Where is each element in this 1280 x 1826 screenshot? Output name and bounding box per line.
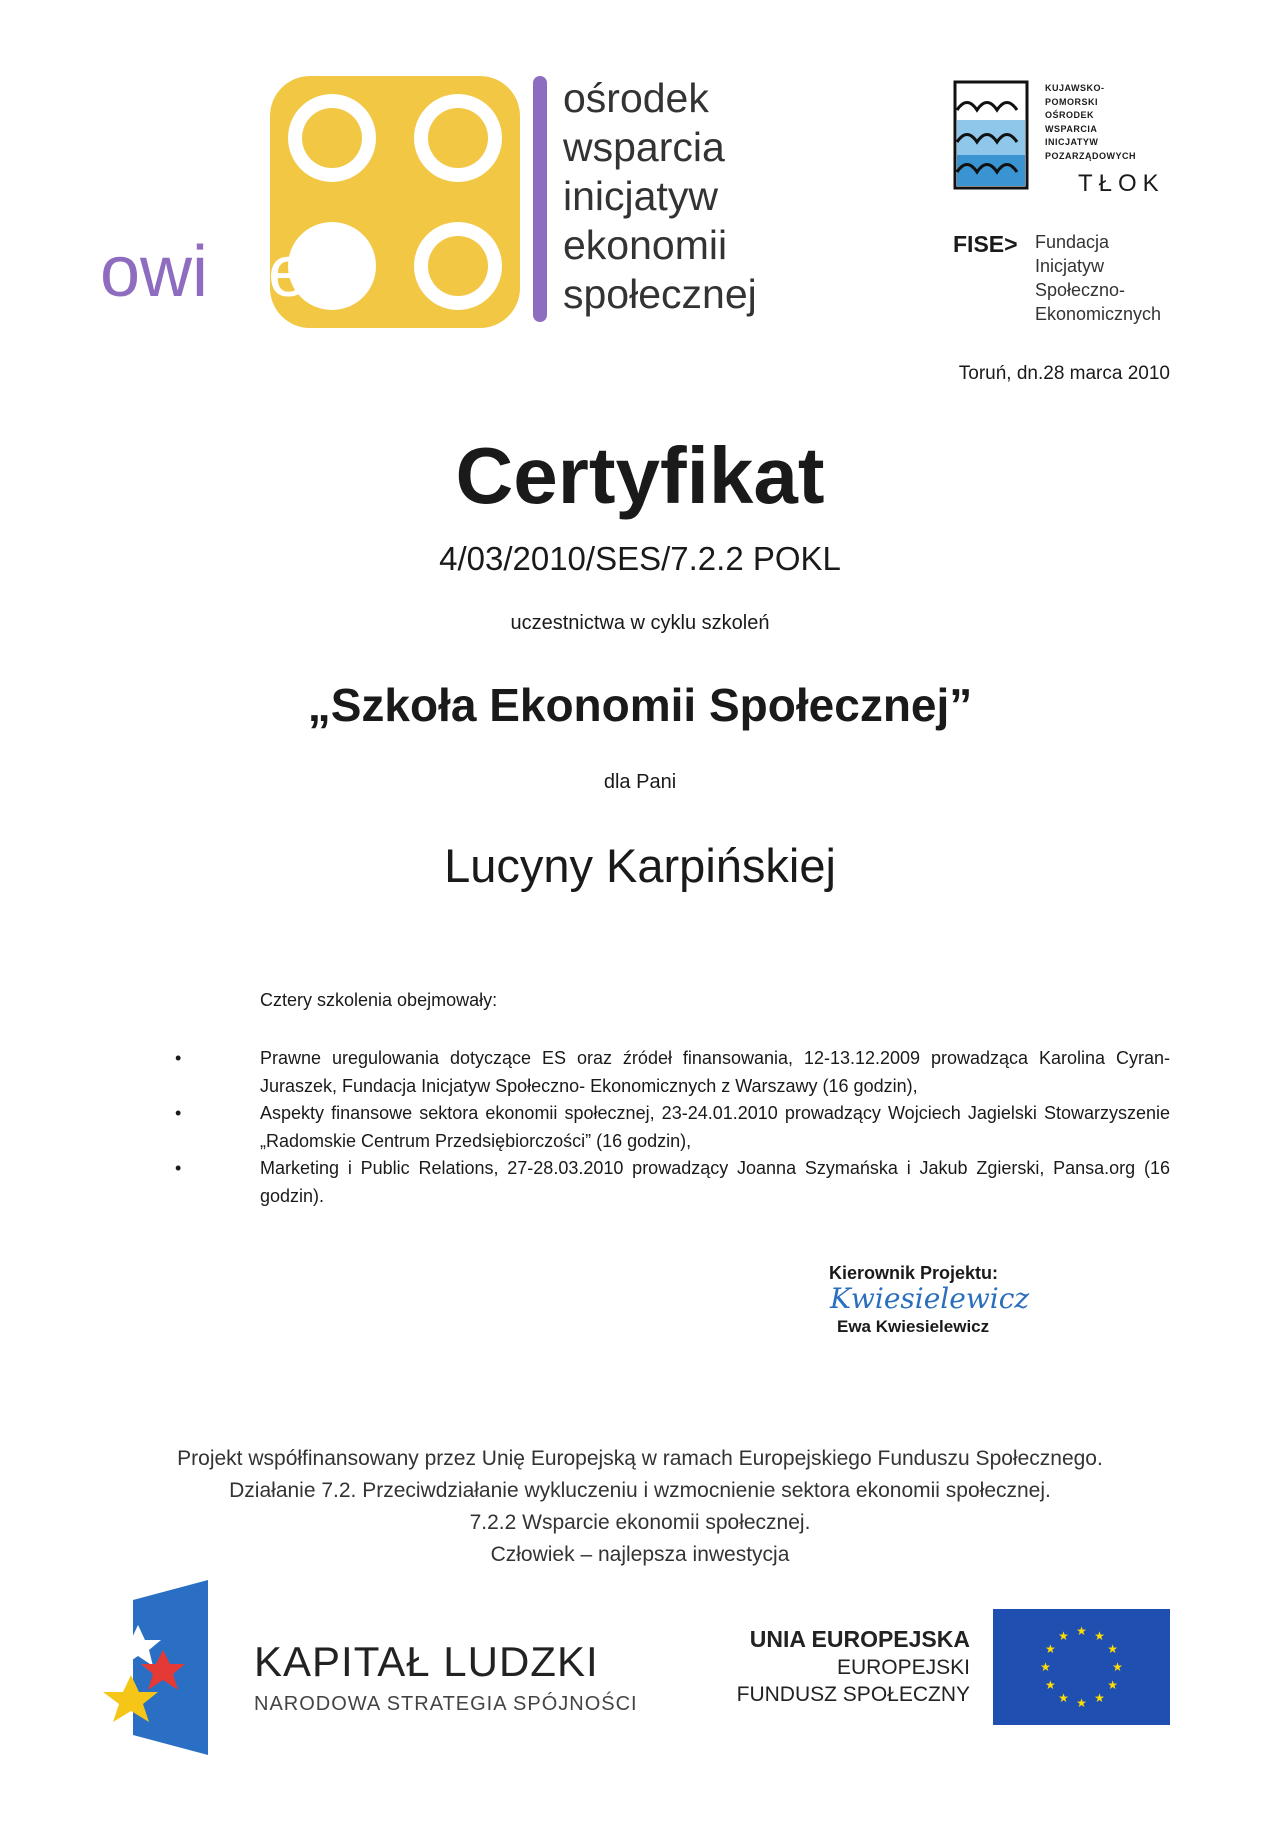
footer-funding — [0, 1443, 1280, 1571]
owies-logo — [100, 76, 520, 328]
eu-star-icon: ★ — [1058, 1691, 1069, 1706]
bullet: • — [175, 1158, 182, 1178]
tlok-line: POMORSKI — [1045, 96, 1099, 107]
issue-date: Toruń, dn.28 marca 2010 — [958, 363, 1170, 384]
tlok-full-name — [1045, 82, 1136, 163]
bullet: • — [175, 1048, 182, 1068]
fise-line: Fundacja — [1035, 232, 1110, 252]
eu-star-icon: ★ — [1044, 1642, 1056, 1656]
certificate-title: Certyfikat — [455, 431, 825, 520]
course-name: „Szkoła Ekonomii Społecznej” — [307, 679, 973, 731]
tlok-line: OŚRODEK — [1045, 110, 1095, 120]
svg-text:owi: owi — [100, 232, 209, 312]
kapital-ludzki-subtitle: NARODOWA STRATEGIA SPÓJNOŚCI — [254, 1693, 638, 1715]
training-text: Aspekty finansowe sektora ekonomii społecznej, 23-24.01.2010 prowadzący Wojciech Jagielski Stowarzyszenie „Radomskie Centrum Przedsiębiorczości” (16 godzin), — [260, 1103, 1170, 1151]
trainings-list — [175, 1045, 1170, 1210]
owies-name — [563, 74, 757, 319]
eu-star-icon: ★ — [1094, 1628, 1105, 1643]
eu-star-icon: ★ — [1040, 1660, 1051, 1674]
tlok-line: POZARZĄDOWYCH — [1045, 150, 1136, 161]
eu-fund-line: FUNDUSZ SPOŁECZNY — [736, 1683, 970, 1706]
list-item — [175, 1045, 1170, 1100]
signature-label: Kierownik Projektu: — [829, 1263, 999, 1283]
eu-star-icon: ★ — [1107, 1642, 1119, 1656]
eu-star-icon: ★ — [1094, 1691, 1105, 1706]
owies-line: społecznej — [563, 271, 757, 317]
eu-star-icon: ★ — [1044, 1678, 1056, 1692]
owies-line: wsparcia — [563, 124, 725, 170]
eu-title: UNIA EUROPEJSKA — [749, 1626, 970, 1652]
eu-star-icon: ★ — [1076, 1624, 1087, 1638]
eu-star-icon: ★ — [1107, 1678, 1119, 1692]
owies-line: ośrodek — [563, 75, 709, 121]
list-item — [175, 1155, 1170, 1210]
signatory-name: Ewa Kwiesielewicz — [837, 1317, 990, 1336]
recipient-name: Lucyny Karpińskiej — [444, 839, 836, 892]
eu-fund-line: EUROPEJSKI — [836, 1656, 970, 1679]
certificate-number: 4/03/2010/SES/7.2.2 POKL — [439, 540, 841, 577]
tlok-name: TŁOK — [1078, 170, 1165, 197]
eu-star-icon: ★ — [1112, 1660, 1123, 1674]
footer-line: Projekt współfinansowany przez Unię Europejską w ramach Europejskiego Funduszu Społecznego. — [177, 1447, 1103, 1470]
list-item — [175, 1100, 1170, 1155]
training-text: Marketing i Public Relations, 27-28.03.2010 prowadzący Joanna Szymańska i Jakub Zgierski, Pansa.org (16 godzin). — [260, 1158, 1170, 1206]
svg-text:es: es — [268, 232, 345, 312]
footer-line: 7.2.2 Wsparcie ekonomii społecznej. — [469, 1511, 811, 1534]
fise-logo: FISE> — [953, 231, 1018, 257]
fise-full-name — [1035, 230, 1161, 326]
handwritten-signature: Kwiesielewicz — [830, 1282, 1030, 1315]
tlok-logo — [953, 80, 1029, 190]
training-text: Prawne uregulowania dotyczące ES oraz źródeł finansowania, 12-13.12.2009 prowadząca Karolina Cyran- Juraszek, Fundacja Inicjatyw Społeczno- Ekonomicznych z Warszawy (16 godzin), — [260, 1048, 1170, 1096]
recipient-prefix: dla Pani — [603, 771, 677, 793]
tlok-line: INICJATYW — [1045, 137, 1099, 147]
trainings-intro: Cztery szkolenia obejmowały: — [260, 990, 498, 1010]
tlok-line: KUJAWSKO- — [1045, 83, 1105, 93]
eu-flag-icon — [993, 1609, 1170, 1725]
kapital-ludzki-title: KAPITAŁ LUDZKI — [254, 1638, 599, 1685]
tlok-line: WSPARCIA — [1045, 123, 1098, 134]
footer-line: Działanie 7.2. Przeciwdziałanie wykluczeniu i wzmocnienie sektora ekonomii społecznej. — [229, 1479, 1051, 1502]
owies-divider — [533, 76, 547, 322]
footer-line: Człowiek – najlepsza inwestycja — [490, 1543, 790, 1566]
eu-star-icon: ★ — [1076, 1696, 1087, 1710]
eu-star-icon: ★ — [1058, 1628, 1069, 1643]
certificate-subtitle: uczestnictwa w cyklu szkoleń — [510, 612, 770, 634]
owies-line: ekonomii — [563, 222, 728, 268]
owies-line: inicjatyw — [563, 173, 718, 219]
eu-text — [737, 1626, 970, 1708]
kapital-ludzki-logo — [103, 1580, 213, 1755]
fise-line: Inicjatyw — [1035, 256, 1105, 276]
fise-line: Ekonomicznych — [1035, 304, 1162, 324]
bullet: • — [175, 1103, 182, 1123]
fise-line: Społeczno- — [1035, 280, 1126, 300]
